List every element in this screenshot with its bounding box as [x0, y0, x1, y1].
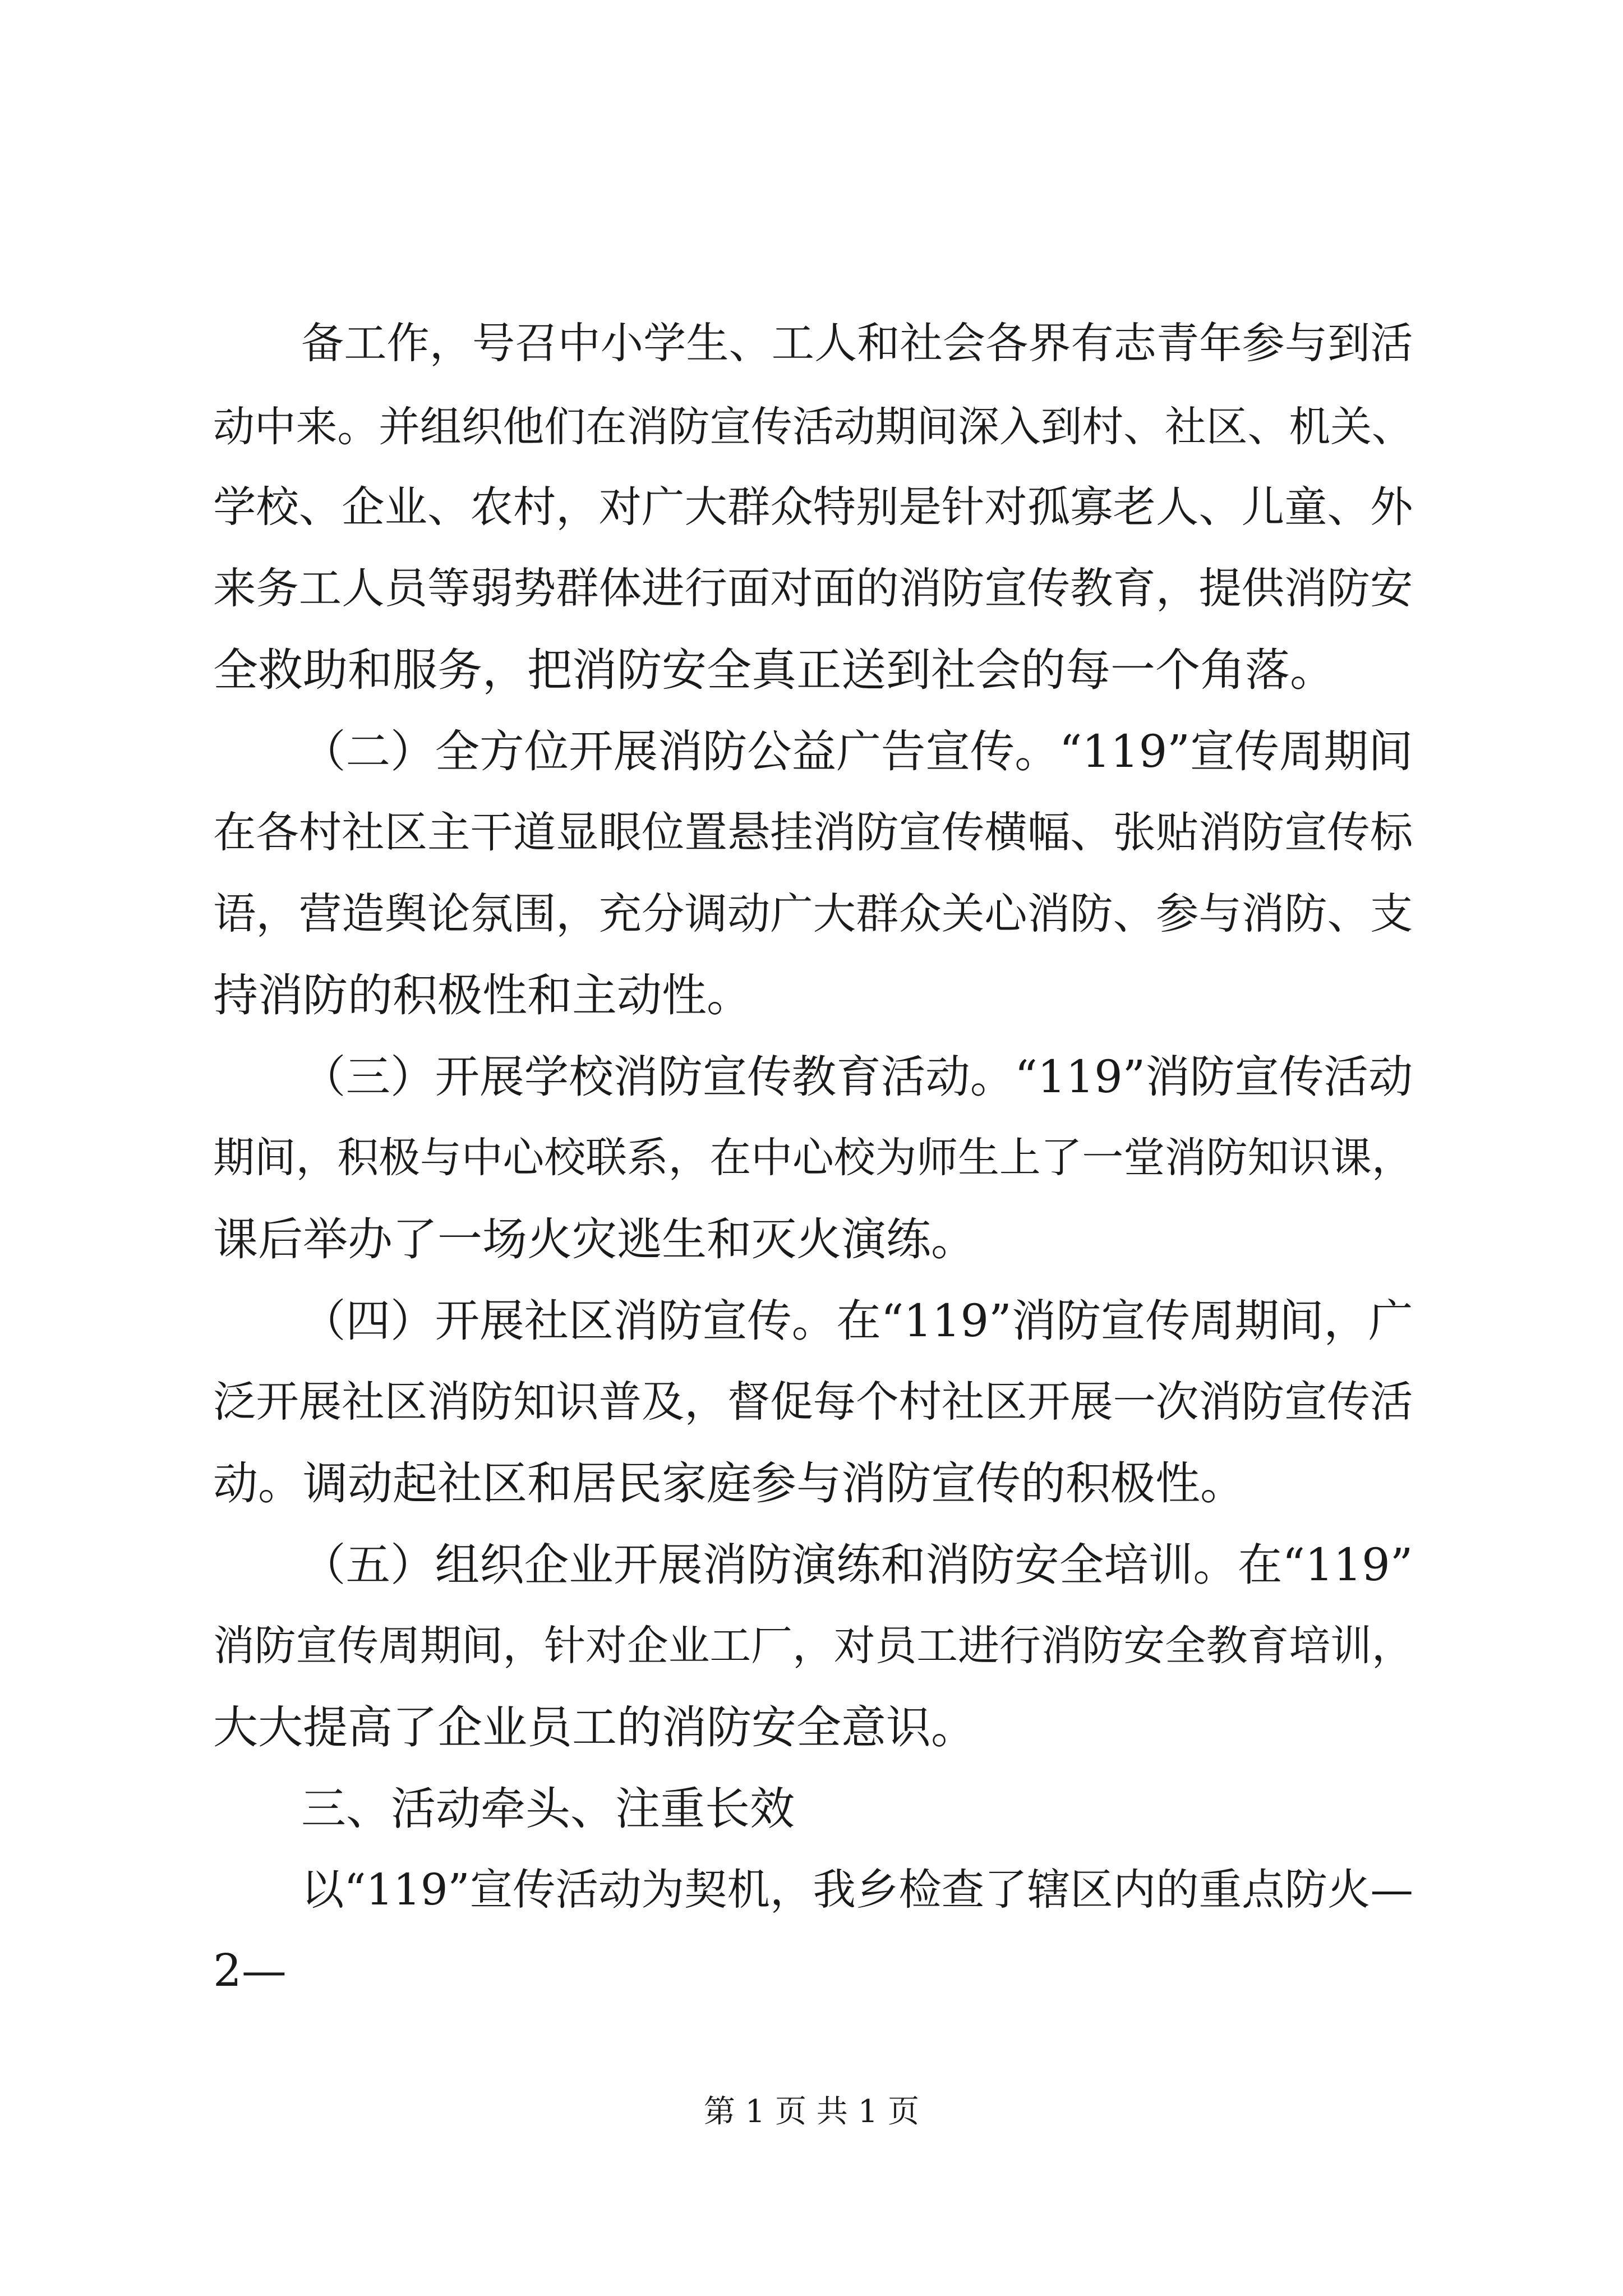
body-line [0, 715, 1623, 788]
line-text: 以“119”宣传活动为契机，我乡检查了辖区内的重点防火— [301, 1865, 1413, 1915]
body-line [0, 959, 1623, 1032]
body-line [0, 1366, 1623, 1439]
line-text: 动中来。并组织他们在消防宣传活动期间深入到村、社区、机关、 [213, 403, 1413, 451]
line-text: 语，营造舆论氛围，充分调动广大群众关心消防、参与消防、支 [213, 889, 1413, 939]
body-line [0, 1529, 1623, 1602]
body-line [0, 1854, 1623, 1927]
line-text: 持消防的积极性和主动性。 [213, 969, 751, 1022]
line-text: （五）组织企业开展消防演练和消防安全培训。在“119” [301, 1539, 1413, 1591]
line-text: 动。调动起社区和居民家庭参与消防宣传的积极性。 [213, 1457, 1245, 1510]
body-line [0, 797, 1623, 869]
body-line [0, 634, 1623, 707]
line-text: 泛开展社区消防知识普及，督促每个村社区开展一次消防宣传活 [213, 1377, 1413, 1427]
body-line [0, 307, 1623, 380]
line-text: 大大提高了企业员工的消防安全意识。 [213, 1701, 976, 1754]
line-text: 期间，积极与中心校联系，在中心校为师生上了一堂消防知识课， [213, 1134, 1413, 1182]
body-line [0, 1610, 1623, 1683]
body-line [0, 391, 1623, 464]
line-text: 课后举办了一场火灾逃生和灭火演练。 [213, 1213, 976, 1266]
body-line [0, 1041, 1623, 1114]
body-line [0, 1691, 1623, 1764]
page-number-label: 第 1 页 共 1 页 [703, 2093, 920, 2130]
body-line [0, 1447, 1623, 1520]
body-line [0, 471, 1623, 544]
body-line [0, 1203, 1623, 1276]
section-heading [0, 1773, 1623, 1846]
line-text: 在各村社区主干道显眼位置悬挂消防宣传横幅、张贴消防宣传标 [213, 808, 1413, 858]
heading-text: 三、活动牵头、注重长效 [301, 1783, 795, 1835]
line-text: （四）开展社区消防宣传。在“119”消防宣传周期间，广 [301, 1295, 1413, 1347]
line-text: 全救助和服务，把消防安全真正送到社会的每一个角落。 [213, 644, 1335, 696]
line-text: （二）全方位开展消防公益广告宣传。“119”宣传周期间 [301, 725, 1413, 777]
body-line [0, 553, 1623, 625]
line-text: 来务工人员等弱势群体进行面对面的消防宣传教育，提供消防安 [213, 564, 1413, 614]
line-text: 学校、企业、农村，对广大群众特别是针对孤寡老人、儿童、外 [213, 482, 1413, 532]
body-line [0, 1285, 1623, 1358]
line-text: 备工作，号召中小学生、工人和社会各界有志青年参与到活 [301, 318, 1413, 368]
page-marker [0, 1934, 1623, 2007]
body-line [0, 1122, 1623, 1195]
page-marker-text: 2— [213, 1944, 287, 1996]
line-text: （三）开展学校消防宣传教育活动。“119”消防宣传活动 [301, 1051, 1413, 1103]
body-line [0, 878, 1623, 951]
line-text: 消防宣传周期间，针对企业工厂，对员工进行消防安全教育培训， [213, 1622, 1413, 1670]
page-footer [0, 2084, 1623, 2140]
